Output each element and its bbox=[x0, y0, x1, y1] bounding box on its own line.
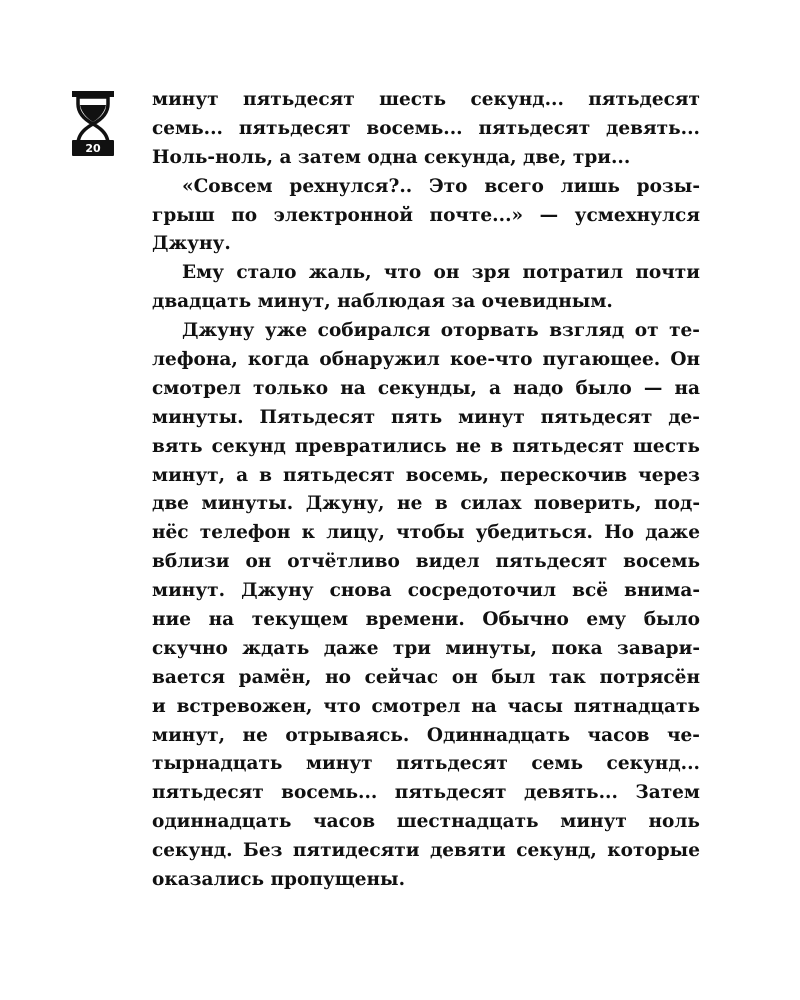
text-line: семь... пятьдесят восемь... пятьдесят девять... bbox=[152, 117, 700, 139]
hourglass-page-marker bbox=[66, 88, 122, 160]
text-line: одиннадцать часов шестнадцать минут ноль bbox=[152, 811, 700, 833]
text-line: скучно ждать даже три минуты, пока завари- bbox=[152, 637, 700, 659]
body-text bbox=[152, 86, 700, 895]
text-line: вять секунд превратились не в пятьдесят шесть bbox=[152, 435, 700, 457]
text-line: оказались пропущены. bbox=[152, 869, 406, 891]
text-line: минут, не отрываясь. Одиннадцать часов че- bbox=[152, 724, 700, 746]
text-line: Ему стало жаль, что он зря потратил почти bbox=[182, 262, 700, 284]
text-line: вблизи он отчётливо видел пятьдесят восемь bbox=[152, 551, 700, 573]
text-line: тырнадцать минут пятьдесят семь секунд... bbox=[152, 753, 700, 775]
text-line: грыш по электронной почте...» — усмехнулся bbox=[152, 204, 700, 226]
text-line: «Совсем рехнулся?.. Это всего лишь розы- bbox=[182, 175, 700, 197]
text-line: смотрел только на секунды, а надо было — на bbox=[152, 377, 700, 399]
page-number: 20 bbox=[85, 142, 101, 155]
text-line: Джуну. bbox=[152, 233, 231, 255]
text-line: минут пятьдесят шесть секунд... пятьдесят bbox=[152, 89, 700, 110]
text-line: нёс телефон к лицу, чтобы убедиться. Но даже bbox=[152, 522, 700, 544]
text-line: пятьдесят восемь... пятьдесят девять... Затем bbox=[152, 782, 700, 804]
text-line: вается рамён, но сейчас он был так потрясён bbox=[152, 666, 700, 688]
text-line: минут. Джуну снова сосредоточил всё внима- bbox=[152, 580, 700, 602]
text-line: секунд. Без пятидесяти девяти секунд, которые bbox=[152, 840, 700, 862]
text-line: ние на текущем времени. Обычно ему было bbox=[152, 609, 700, 631]
text-line: минуты. Пятьдесят пять минут пятьдесят де- bbox=[152, 406, 700, 428]
text-line: и встревожен, что смотрел на часы пятнадцать bbox=[152, 695, 700, 717]
text-line: двадцать минут, наблюдая за очевидным. bbox=[152, 291, 613, 313]
text-line: лефона, когда обнаружил кое-что пугающее. Он bbox=[152, 349, 700, 371]
text-line: минут, а в пятьдесят восемь, перескочив через bbox=[152, 464, 700, 486]
text-line: две минуты. Джуну, не в силах поверить, под- bbox=[152, 493, 700, 515]
text-line: Джуну уже собирался оторвать взгляд от те- bbox=[182, 320, 700, 342]
text-line: Ноль-ноль, а затем одна секунда, две, три... bbox=[152, 146, 631, 168]
hourglass-icon bbox=[66, 88, 122, 160]
